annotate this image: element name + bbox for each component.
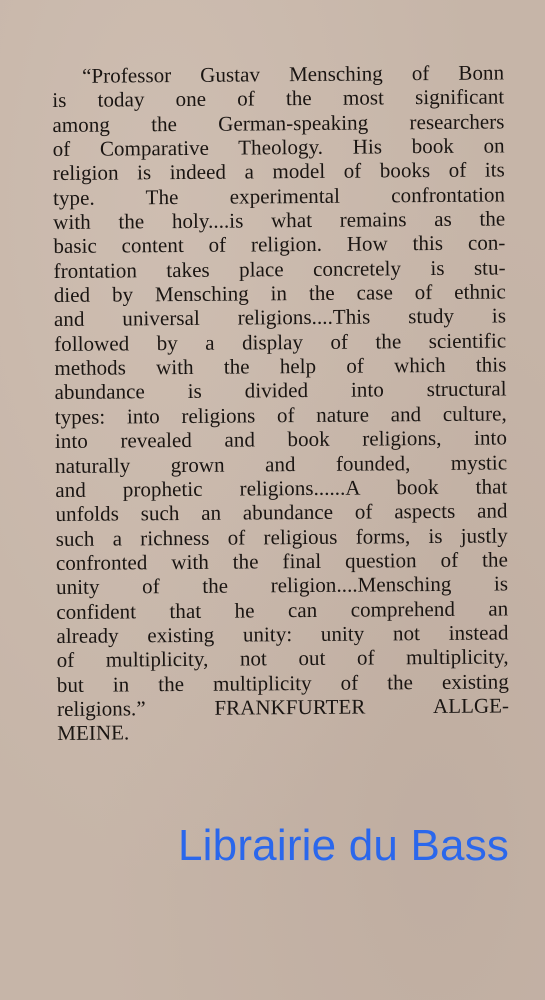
quote-line: of multiplicity, not out of multiplicity, (56, 644, 509, 673)
quote-line: confident that he can comprehend an (56, 595, 509, 624)
review-quote (52, 60, 509, 745)
quote-line: naturally grown and founded, mystic (55, 449, 508, 478)
quote-line: confronted with the final question of the (55, 547, 508, 575)
quote-line: types: into religions of nature and culture, (54, 401, 507, 429)
quote-line: followed by a display of the scientific (54, 328, 507, 356)
quote-line: with the holy....is what remains as the (53, 206, 506, 235)
quote-line: such a richness of religious forms, is justly (55, 522, 508, 551)
quote-line: unfolds such an abundance of aspects and (55, 498, 508, 527)
quote-line: and prophetic religions......A book that (55, 474, 508, 502)
quote-line: among the German-speaking researchers (52, 109, 505, 137)
quote-line: into revealed and book religions, into (54, 425, 508, 454)
quote-line: MEINE. (57, 720, 130, 746)
quote-line: type. The experimental confrontation (52, 182, 506, 210)
watermark-text: Librairie du Bass (178, 821, 510, 870)
quote-line: religions.” FRANKFURTER ALLGE- (56, 693, 510, 721)
quote-line: of Comparative Theology. His book on (52, 133, 505, 162)
quote-line: unity of the religion....Mensching is (56, 571, 509, 600)
quote-line: but in the multiplicity of the existing (56, 669, 509, 697)
quote-line: frontation takes place concretely is stu- (53, 255, 506, 283)
quote-line: “Professor Gustav Mensching of Bonn (81, 60, 505, 88)
quote-line: already existing unity: unity not instead (56, 620, 509, 648)
quote-line: is today one of the most significant (52, 84, 505, 113)
quote-line: abundance is divided into structural (54, 376, 507, 405)
quote-line: methods with the help of which this (54, 352, 507, 381)
quote-line: died by Mensching in the case of ethnic (53, 279, 506, 308)
quote-line: religion is indeed a model of books of its (52, 157, 505, 186)
quote-line: basic content of religion. How this con- (53, 230, 506, 259)
quote-line: and universal religions....This study is (53, 303, 507, 332)
